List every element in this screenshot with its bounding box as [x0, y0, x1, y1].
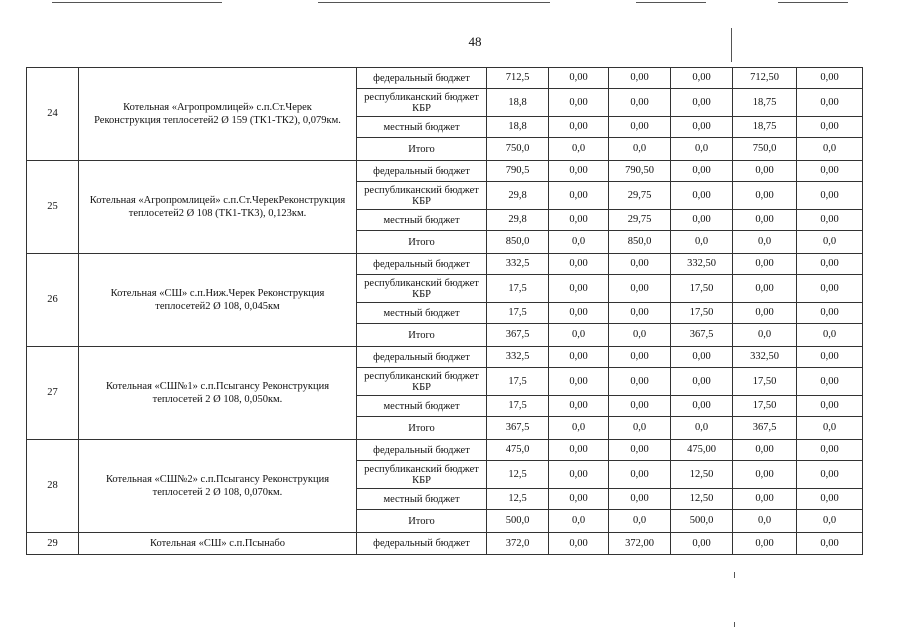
amount-cell: 712,5: [487, 68, 549, 89]
amount-cell: 0,00: [797, 440, 863, 461]
amount-cell: 0,00: [609, 68, 671, 89]
amount-cell: 0,0: [797, 324, 863, 347]
amount-cell: 0,00: [609, 303, 671, 324]
table-row: [27, 440, 863, 461]
amount-cell: 0,00: [609, 396, 671, 417]
funding-source: Итого: [357, 417, 487, 440]
row-number: 27: [27, 347, 79, 440]
amount-cell: 0,00: [671, 182, 733, 210]
funding-source: федеральный бюджет: [357, 161, 487, 182]
table-row: [27, 68, 863, 89]
project-description: Котельная «СШ» с.п.Псынабо: [79, 533, 357, 555]
amount-cell: 12,5: [487, 461, 549, 489]
amount-cell: 0,00: [797, 303, 863, 324]
amount-cell: 332,5: [487, 347, 549, 368]
amount-cell: 0,0: [797, 138, 863, 161]
amount-cell: 0,00: [609, 117, 671, 138]
amount-cell: 0,0: [549, 324, 609, 347]
amount-cell: 500,0: [671, 510, 733, 533]
amount-cell: 0,00: [797, 396, 863, 417]
funding-source: республиканский бюджет КБР: [357, 461, 487, 489]
header-rule-1: [52, 2, 222, 3]
amount-cell: 0,00: [797, 347, 863, 368]
amount-cell: 0,0: [549, 138, 609, 161]
amount-cell: 0,00: [671, 161, 733, 182]
amount-cell: 0,0: [609, 510, 671, 533]
amount-cell: 850,0: [609, 231, 671, 254]
amount-cell: 0,00: [609, 368, 671, 396]
amount-cell: 0,00: [549, 533, 609, 555]
amount-cell: 0,0: [671, 138, 733, 161]
amount-cell: 475,0: [487, 440, 549, 461]
amount-cell: 18,75: [733, 117, 797, 138]
amount-cell: 790,5: [487, 161, 549, 182]
amount-cell: 17,50: [733, 368, 797, 396]
header-rule-4: [778, 2, 848, 3]
amount-cell: 0,00: [797, 275, 863, 303]
table-row: [27, 161, 863, 182]
amount-cell: 0,00: [549, 396, 609, 417]
funding-source: Итого: [357, 138, 487, 161]
funding-source: местный бюджет: [357, 303, 487, 324]
amount-cell: 367,5: [487, 417, 549, 440]
amount-cell: 0,00: [549, 489, 609, 510]
amount-cell: 29,75: [609, 182, 671, 210]
amount-cell: 0,00: [797, 161, 863, 182]
amount-cell: 18,8: [487, 117, 549, 138]
row-number: 29: [27, 533, 79, 555]
table-row: [27, 533, 863, 555]
project-description: Котельная «СШ» с.п.Ниж.Черек Реконструкция теплосетей2 Ø 108, 0,045км: [79, 254, 357, 347]
budget-table: [26, 67, 863, 555]
amount-cell: 0,0: [609, 417, 671, 440]
amount-cell: 17,5: [487, 396, 549, 417]
amount-cell: 17,5: [487, 275, 549, 303]
amount-cell: 29,8: [487, 210, 549, 231]
amount-cell: 17,50: [733, 396, 797, 417]
funding-source: федеральный бюджет: [357, 254, 487, 275]
funding-source: федеральный бюджет: [357, 347, 487, 368]
funding-source: местный бюджет: [357, 117, 487, 138]
amount-cell: 18,8: [487, 89, 549, 117]
amount-cell: 750,0: [733, 138, 797, 161]
amount-cell: 0,00: [549, 89, 609, 117]
amount-cell: 0,00: [733, 303, 797, 324]
amount-cell: 0,00: [609, 89, 671, 117]
amount-cell: 0,00: [549, 440, 609, 461]
header-rule-3: [636, 2, 706, 3]
amount-cell: 0,00: [733, 489, 797, 510]
row-number: 26: [27, 254, 79, 347]
amount-cell: 790,50: [609, 161, 671, 182]
amount-cell: 29,8: [487, 182, 549, 210]
amount-cell: 0,00: [549, 68, 609, 89]
margin-mark: [734, 622, 735, 627]
amount-cell: 0,00: [609, 489, 671, 510]
amount-cell: 0,00: [549, 368, 609, 396]
amount-cell: 367,5: [671, 324, 733, 347]
amount-cell: 0,0: [549, 231, 609, 254]
amount-cell: 0,0: [797, 417, 863, 440]
amount-cell: 0,00: [733, 533, 797, 555]
amount-cell: 0,00: [671, 89, 733, 117]
amount-cell: 372,0: [487, 533, 549, 555]
amount-cell: 0,00: [797, 68, 863, 89]
row-number: 25: [27, 161, 79, 254]
amount-cell: 0,00: [733, 254, 797, 275]
row-number: 28: [27, 440, 79, 533]
amount-cell: 17,50: [671, 275, 733, 303]
amount-cell: 0,00: [549, 117, 609, 138]
amount-cell: 0,0: [733, 231, 797, 254]
amount-cell: 0,0: [671, 231, 733, 254]
amount-cell: 0,00: [549, 161, 609, 182]
amount-cell: 0,00: [549, 347, 609, 368]
amount-cell: 0,00: [797, 89, 863, 117]
funding-source: республиканский бюджет КБР: [357, 89, 487, 117]
amount-cell: 0,00: [797, 461, 863, 489]
funding-source: местный бюджет: [357, 396, 487, 417]
amount-cell: 332,50: [671, 254, 733, 275]
amount-cell: 0,00: [609, 275, 671, 303]
amount-cell: 0,00: [797, 533, 863, 555]
funding-source: федеральный бюджет: [357, 68, 487, 89]
margin-mark: [731, 28, 732, 62]
amount-cell: 332,50: [733, 347, 797, 368]
amount-cell: 372,00: [609, 533, 671, 555]
funding-source: местный бюджет: [357, 489, 487, 510]
amount-cell: 0,00: [797, 489, 863, 510]
amount-cell: 0,00: [733, 161, 797, 182]
page-number: 48: [468, 34, 482, 49]
amount-cell: 0,00: [797, 210, 863, 231]
amount-cell: 0,00: [609, 461, 671, 489]
amount-cell: 12,50: [671, 489, 733, 510]
amount-cell: 0,00: [549, 254, 609, 275]
funding-source: федеральный бюджет: [357, 440, 487, 461]
amount-cell: 0,0: [549, 510, 609, 533]
amount-cell: 0,00: [671, 533, 733, 555]
amount-cell: 0,0: [733, 324, 797, 347]
project-description: Котельная «СШ№2» с.п.Псыгансу Реконструкция теплосетей 2 Ø 108, 0,070км.: [79, 440, 357, 533]
amount-cell: 29,75: [609, 210, 671, 231]
amount-cell: 12,5: [487, 489, 549, 510]
amount-cell: 0,0: [797, 231, 863, 254]
funding-source: республиканский бюджет КБР: [357, 368, 487, 396]
amount-cell: 0,00: [671, 68, 733, 89]
amount-cell: 0,00: [609, 254, 671, 275]
amount-cell: 17,5: [487, 303, 549, 324]
amount-cell: 18,75: [733, 89, 797, 117]
amount-cell: 0,00: [549, 275, 609, 303]
amount-cell: 17,5: [487, 368, 549, 396]
amount-cell: 500,0: [487, 510, 549, 533]
amount-cell: 750,0: [487, 138, 549, 161]
amount-cell: 0,0: [549, 417, 609, 440]
amount-cell: 0,00: [733, 210, 797, 231]
amount-cell: 367,5: [733, 417, 797, 440]
amount-cell: 0,00: [549, 182, 609, 210]
amount-cell: 332,5: [487, 254, 549, 275]
amount-cell: 0,0: [797, 510, 863, 533]
funding-source: Итого: [357, 231, 487, 254]
amount-cell: 0,00: [733, 461, 797, 489]
amount-cell: 0,0: [733, 510, 797, 533]
project-description: Котельная «Агропромлицей» с.п.Ст.Черек Реконструкция теплосетей2 Ø 159 (ТК1-ТК2), 0,079км.: [79, 68, 357, 161]
amount-cell: 0,0: [671, 417, 733, 440]
amount-cell: 850,0: [487, 231, 549, 254]
project-description: Котельная «Агропромлицей» с.п.Ст.ЧерекРеконструкция теплосетей2 Ø 108 (ТК1-ТК3), 0,123км.: [79, 161, 357, 254]
amount-cell: 475,00: [671, 440, 733, 461]
header-rule-2: [318, 2, 550, 3]
amount-cell: 0,0: [609, 138, 671, 161]
amount-cell: 0,00: [549, 303, 609, 324]
amount-cell: 0,00: [733, 182, 797, 210]
amount-cell: 0,00: [671, 368, 733, 396]
funding-source: Итого: [357, 510, 487, 533]
amount-cell: 0,00: [609, 347, 671, 368]
amount-cell: 0,00: [549, 461, 609, 489]
amount-cell: 17,50: [671, 303, 733, 324]
funding-source: республиканский бюджет КБР: [357, 275, 487, 303]
amount-cell: 0,00: [671, 396, 733, 417]
amount-cell: 0,00: [671, 347, 733, 368]
row-number: 24: [27, 68, 79, 161]
funding-source: федеральный бюджет: [357, 533, 487, 555]
funding-source: республиканский бюджет КБР: [357, 182, 487, 210]
funding-source: Итого: [357, 324, 487, 347]
amount-cell: 712,50: [733, 68, 797, 89]
table-row: [27, 254, 863, 275]
amount-cell: 0,00: [733, 275, 797, 303]
margin-mark: [734, 572, 735, 578]
table-row: [27, 347, 863, 368]
amount-cell: 0,00: [797, 117, 863, 138]
amount-cell: 12,50: [671, 461, 733, 489]
amount-cell: 0,00: [797, 254, 863, 275]
amount-cell: 0,00: [797, 368, 863, 396]
amount-cell: 0,00: [797, 182, 863, 210]
amount-cell: 0,00: [549, 210, 609, 231]
funding-source: местный бюджет: [357, 210, 487, 231]
amount-cell: 0,00: [733, 440, 797, 461]
amount-cell: 0,00: [671, 117, 733, 138]
amount-cell: 0,00: [609, 440, 671, 461]
amount-cell: 367,5: [487, 324, 549, 347]
amount-cell: 0,00: [671, 210, 733, 231]
amount-cell: 0,0: [609, 324, 671, 347]
project-description: Котельная «СШ№1» с.п.Псыгансу Реконструкция теплосетей 2 Ø 108, 0,050км.: [79, 347, 357, 440]
